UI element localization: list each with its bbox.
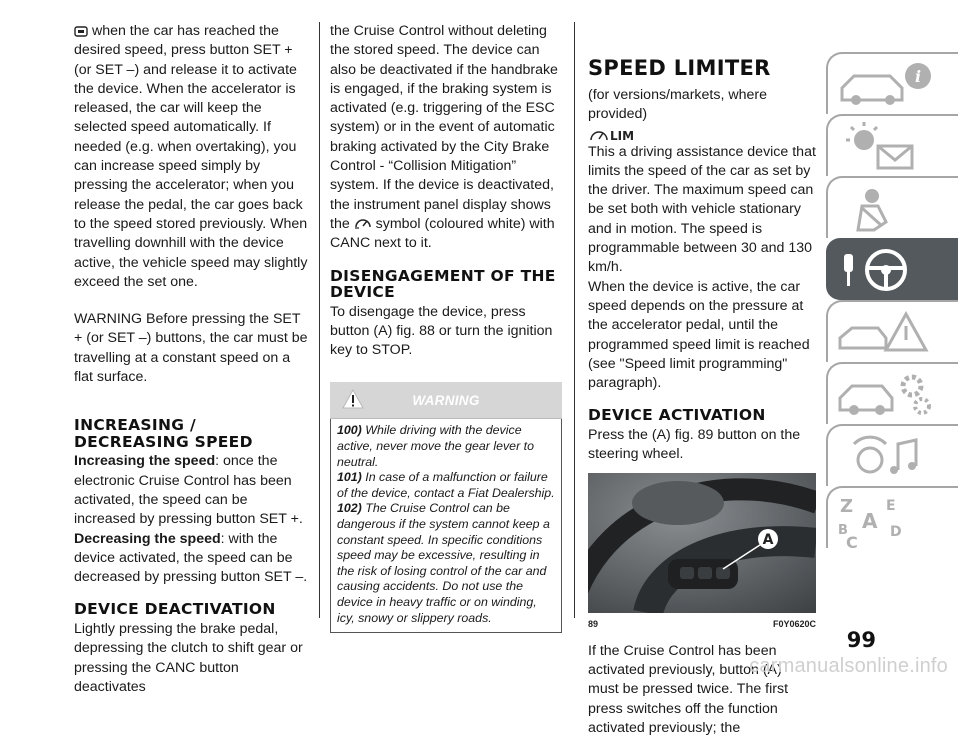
svg-text:A: A	[862, 509, 878, 533]
watermark: carmanualsonline.info	[749, 655, 948, 677]
svg-text:D: D	[890, 524, 902, 540]
availability-note: (for versions/markets, where provided)	[588, 87, 767, 123]
tab-emergency[interactable]	[826, 300, 958, 362]
figure-caption	[588, 615, 816, 634]
column-divider	[319, 22, 320, 618]
warning-item: 100) While driving with the device active, never move the gear lever to neutral.	[337, 423, 534, 469]
tab-car-info[interactable]	[826, 52, 958, 114]
page-number: 99	[846, 628, 876, 652]
key-steering-wheel-icon	[834, 244, 944, 296]
svg-text:C: C	[846, 533, 858, 548]
cruise-control-icon	[74, 26, 88, 37]
steering-wheel-photo	[588, 473, 816, 613]
warning-item: 102) The Cruise Control can be dangerous if the system cannot keep a constant speed. In specific conditions speed may be excessive, resulting in the risk of losing control of the car and causing accidents. Do not use the device in heavy traffic or on winding, icy, snowy or slippery roads.	[337, 501, 550, 625]
deactivation-paragraph: Lightly pressing the brake pedal, depressing the clutch to shift gear or pressing the CANC button deactivates	[74, 620, 303, 695]
warning-box	[330, 382, 562, 633]
warning-header	[330, 382, 562, 419]
heading-disengagement: DISENGAGEMENT OF THE DEVICE	[330, 266, 556, 302]
decreasing-paragraph: Decreasing the speed: with the device activated, the speed can be decreased by pressing button SET –.	[74, 530, 308, 586]
warning-body	[330, 419, 562, 633]
continued-paragraph: when the car has reached the desired speed, press button SET + (or SET –) and release it to activate the device. When the accelerator is released, the car will keep the selected speed automatically. If needed (e.g. when overtaking), you can increase speed simply by pressing the accelerator; when you release the pedal, the car goes back to the speed stored previously. When travelling downhill with the device active, the vehicle speed may slightly exceed the set one.	[74, 23, 308, 290]
figure-code: F0Y0620C	[772, 618, 816, 629]
warning-item: 101) In case of a malfunction or failure of the device, contact a Fiat Dealership.	[337, 470, 555, 500]
figure-number: 89	[588, 618, 599, 629]
column-3	[588, 22, 816, 738]
heading-device-deactivation: DEVICE DEACTIVATION	[74, 600, 276, 619]
car-service-gears-icon	[834, 368, 944, 420]
heading-device-activation: DEVICE ACTIVATION	[588, 406, 766, 425]
svg-text:LIM: LIM	[610, 128, 634, 143]
tab-warning-lights[interactable]	[826, 114, 958, 176]
svg-text:i: i	[914, 67, 922, 86]
column-divider	[574, 22, 575, 618]
svg-text:E: E	[886, 498, 896, 514]
steering-wheel-illustration	[588, 473, 816, 613]
warning-title: WARNING	[412, 393, 480, 409]
tab-safety[interactable]	[826, 176, 958, 238]
warning-paragraph: WARNING Before pressing the SET + (or SET –) buttons, the car must be travelling at a constant speed on a flat surface.	[74, 311, 308, 386]
tab-maintenance[interactable]	[826, 362, 958, 424]
tab-index[interactable]	[826, 486, 958, 548]
continued-paragraph-2: the Cruise Control without deleting the stored speed. The device can also be deactivated if the handbrake is engaged, if the braking system is activated (e.g. triggering of the ESC system) or in the event of automatic braking activated by the City Brake Control - “Collision Mitigation” system. If the device is deactivated, the instrument panel display shows the symbol (coloured white) with CANC next to it.	[330, 23, 558, 252]
svg-text:B: B	[838, 523, 848, 538]
disengagement-paragraph: To disengage the device, press button (A) fig. 88 or turn the ignition key to STOP.	[330, 303, 553, 359]
limiter-active-paragraph: When the device is active, the car speed depends on the pressure at the accelerator pedal, until the programmed speed limit is reached (see "Speed limit programming" paragraph).	[588, 278, 810, 392]
tab-starting-driving[interactable]	[826, 238, 958, 300]
warning-lights-icon	[834, 120, 944, 172]
column-2	[330, 22, 562, 633]
svg-text:Z: Z	[840, 496, 854, 517]
previous-activation-paragraph: If the Cruise Control has been activated previously, button (A) must be pressed twice. The first press switches off the function activated previously; the	[588, 642, 789, 737]
seat-airbag-icon	[834, 182, 944, 234]
tab-multimedia[interactable]	[826, 424, 958, 486]
increasing-paragraph: Increasing the speed: once the electronic Cruise Control has been activated, the speed can be increased by pressing button SET +.	[74, 453, 303, 528]
speed-limiter-icon	[588, 127, 634, 143]
car-crash-icon	[834, 306, 944, 358]
multimedia-icon	[834, 430, 944, 482]
car-info-icon	[834, 58, 944, 110]
alphabetical-index-icon	[834, 492, 944, 548]
column-1	[74, 22, 310, 697]
heading-increasing-decreasing: INCREASING / DECREASING SPEED	[74, 416, 253, 451]
section-title: SPEED LIMITER	[588, 56, 771, 80]
activation-paragraph: Press the (A) fig. 89 button on the steering wheel.	[588, 426, 801, 463]
figure-callout-label: A	[762, 531, 774, 548]
cruise-control-symbol-icon	[354, 216, 372, 230]
limiter-intro-paragraph: This a driving assistance device that limits the speed of the car as set by the driver. The maximum speed can be set both with vehicle stationary and in motion. The speed is programmable between 30 and 130 km/h.	[588, 143, 816, 276]
